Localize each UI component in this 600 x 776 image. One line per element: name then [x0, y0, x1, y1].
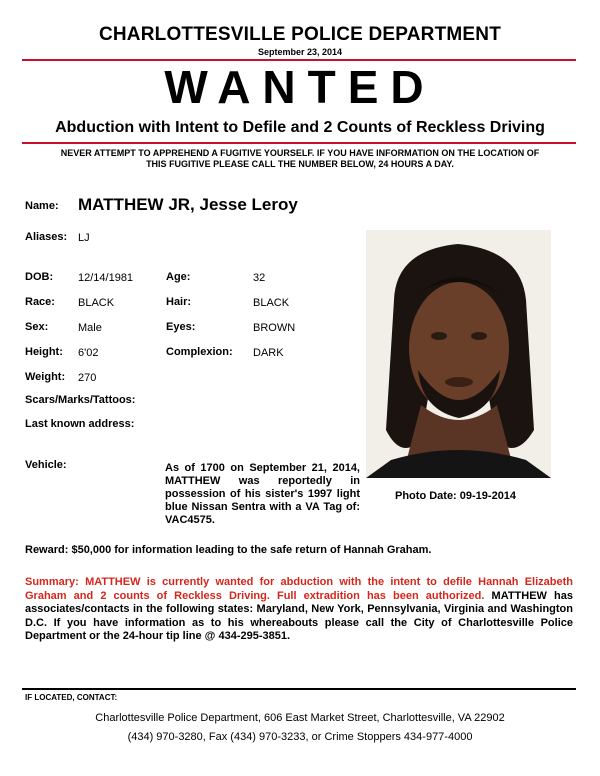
reward-text: Reward: $50,000 for information leading to the safe return of Hannah Graham.: [25, 544, 432, 556]
footer-divider: [22, 688, 576, 690]
race-value: BLACK: [78, 297, 115, 309]
weight-label: Weight:: [25, 371, 66, 383]
hair-label: Hair:: [166, 296, 192, 308]
hair-value: BLACK: [253, 297, 290, 309]
fugitive-photo: [366, 230, 551, 478]
summary-red-text: MATTHEW is currently wanted for abduction with the intent to defile Hannah Elizabeth Graham and 2 counts of Reckless Driving. Full extradition has been authorized.: [25, 576, 574, 602]
weight-value: 270: [78, 372, 97, 384]
department-title: CHARLOTTESVILLE POLICE DEPARTMENT: [98, 24, 502, 45]
sex-label: Sex:: [25, 321, 49, 333]
poster-date: September 23, 2014: [257, 47, 343, 57]
fugitive-name: MATTHEW JR, Jesse Leroy: [78, 195, 298, 214]
scars-label: Scars/Marks/Tattoos:: [25, 394, 136, 406]
race-label: Race:: [25, 296, 55, 308]
contact-address: Charlottesville Police Department, 606 East Market Street, Charlottesville, VA 22902: [95, 712, 505, 724]
warning-text: NEVER ATTEMPT TO APPREHEND A FUGITIVE YOURSELF. IF YOU HAVE INFORMATION ON THE LOCATION OF THIS FUGITIVE PLEASE CALL THE NUMBER BELOW, 24 HOURS A DAY.: [60, 148, 540, 169]
complexion-label: Complexion:: [166, 346, 233, 358]
summary-label: Summary:: [25, 576, 86, 588]
height-value: 6'02: [78, 347, 99, 359]
dob-label: DOB:: [25, 271, 54, 283]
aliases-label: Aliases:: [25, 231, 68, 243]
address-label: Last known address:: [25, 418, 135, 430]
age-value: 32: [253, 272, 266, 284]
name-label: Name:: [25, 200, 59, 212]
eyes-label: Eyes:: [166, 321, 196, 333]
height-label: Height:: [25, 346, 63, 358]
complexion-value: DARK: [253, 347, 284, 359]
if-located-label: IF LOCATED, CONTACT:: [25, 693, 118, 702]
wanted-heading: WANTED: [164, 61, 436, 113]
summary-paragraph: [25, 576, 573, 644]
dob-value: 12/14/1981: [78, 272, 134, 284]
charge-heading: Abduction with Intent to Defile and 2 Counts of Reckless Driving: [55, 119, 545, 136]
vehicle-description: As of 1700 on September 21, 2014, MATTHEW was reportedly in possession of his sister's 1997 light blue Nissan Sentra with a VA Tag of: VAC4575.: [165, 462, 360, 526]
vehicle-label: Vehicle:: [25, 459, 67, 471]
aliases-value: LJ: [78, 232, 90, 244]
photo-date: Photo Date: 09-19-2014: [395, 490, 517, 502]
eyes-value: BROWN: [253, 322, 296, 334]
sex-value: Male: [78, 322, 102, 334]
age-label: Age:: [166, 271, 191, 283]
summary-black-text: MATTHEW has associates/contacts in the following states: Maryland, New York, Pennsylvania, Virginia and Washington D.C. If you have information as to his whereabouts please call the City of Charlottesville Police Department or the 24-hour tip line @ 434-295-3851.: [25, 589, 573, 642]
contact-phones: (434) 970-3280, Fax (434) 970-3233, or Crime Stoppers 434-977-4000: [127, 731, 473, 743]
charge-divider: [22, 142, 576, 144]
